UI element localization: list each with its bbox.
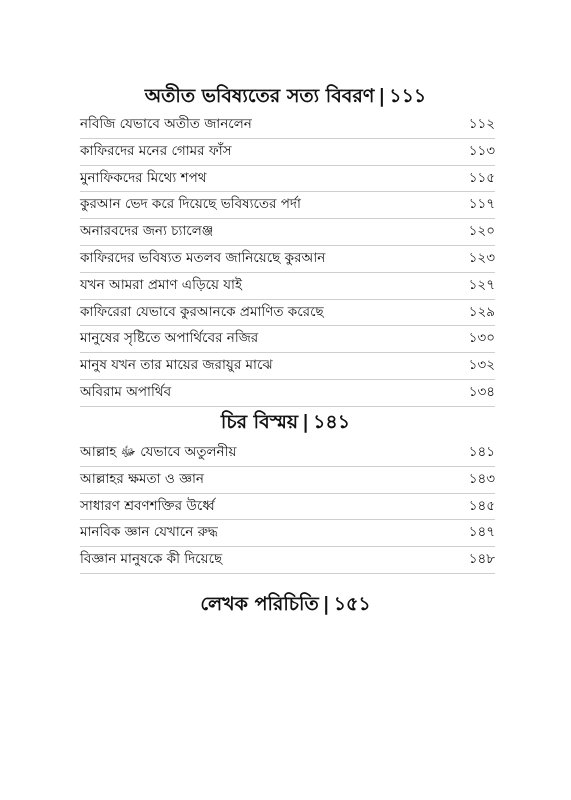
section-entries-eternal-wonder [80,440,495,574]
entry-title: কাফিরদের মনের গোমর ফাঁস [80,142,232,159]
entry-title: কাফিরদের ভবিষ্যত মতলব জানিয়েছে কুরআন [80,249,326,266]
toc-entry[interactable] [80,192,495,219]
section-entries-past-future [80,112,495,407]
entry-page-number: ১১২ [468,116,495,132]
entry-title: অনারবদের জন্য চ্যালেঞ্জ [80,223,214,240]
entry-page-number: ১৪৮ [468,551,495,568]
entry-page-number: ১২০ [468,223,495,240]
entry-title: কুরআন ভেদ করে দিয়েছে ভবিষ্যতের পর্দা [80,196,301,213]
section-page-number: ১৪১ [313,411,351,433]
entry-title: বিজ্ঞান মানুষকে কী দিয়েছে [80,551,223,568]
entry-title: আল্লাহ ﷻ যেভাবে অতুলনীয় [80,444,237,460]
entry-page-number: ১২৭ [468,276,495,293]
section-title: চির বিস্ময় [220,411,299,433]
entry-page-number: ১৩৪ [468,383,495,400]
toc-entry[interactable] [80,246,495,273]
toc-entry[interactable] [80,326,495,353]
entry-page-number: ১১৭ [468,196,495,213]
heading-separator: | [378,85,386,107]
entry-page-number: ১২৯ [468,303,495,320]
entry-page-number: ১৪৭ [468,524,495,541]
toc-entry[interactable] [80,380,495,407]
toc-entry[interactable] [80,139,495,166]
toc-entry[interactable] [80,353,495,380]
section-heading-eternal-wonder [0,410,571,434]
entry-page-number: ১৪৫ [468,497,495,514]
entry-title: মুনাফিকদের মিথ্যে শপথ [80,169,207,186]
entry-title: নবিজি যেভাবে অতীত জানলেন [80,116,252,132]
entry-page-number: ১২৩ [468,249,495,266]
toc-entry[interactable] [80,273,495,300]
entry-title: যখন আমরা প্রমাণ এড়িয়ে যাই [80,276,242,293]
entry-page-number: ১১৫ [468,169,495,186]
toc-entry[interactable] [80,166,495,193]
entry-title: কাফিরেরা যেভাবে কুরআনকে প্রমাণিত করেছে [80,303,324,320]
entry-title: সাধারণ শ্রবণশক্তির উর্ধ্বে [80,497,215,514]
entry-page-number: ১৪৩ [468,470,495,487]
heading-separator: | [322,593,330,615]
section-title: অতীত ভবিষ্যতের সত্য বিবরণ [144,85,375,107]
entry-title: আল্লাহর ক্ষমতা ও জ্ঞান [80,470,204,487]
entry-title: মানবিক জ্ঞান যেখানে রুদ্ধ [80,524,218,541]
toc-entry[interactable] [80,219,495,246]
toc-entry[interactable] [80,112,495,139]
section-page-number: ১১১ [389,85,427,107]
toc-entry[interactable] [80,300,495,327]
section-heading-past-future [0,84,571,108]
entry-page-number: ১৪১ [468,444,495,460]
toc-entry[interactable] [80,494,495,521]
section-page-number: ১৫১ [333,593,371,615]
entry-title: অবিরাম অপার্থিব [80,383,172,400]
heading-separator: | [302,411,310,433]
toc-entry[interactable] [80,467,495,494]
entry-page-number: ১৩০ [468,330,495,347]
section-heading-author-intro [0,592,571,616]
entry-page-number: ১১৩ [468,142,495,159]
toc-entry[interactable] [80,520,495,547]
entry-page-number: ১৩২ [468,357,495,374]
entry-title: মানুষের সৃষ্টিতে অপার্থিবের নজির [80,330,259,347]
entry-title: মানুষ যখন তার মায়ের জরায়ুর মাঝে [80,357,273,374]
toc-entry[interactable] [80,547,495,574]
toc-entry[interactable] [80,440,495,467]
section-title: লেখক পরিচিতি [200,593,319,615]
